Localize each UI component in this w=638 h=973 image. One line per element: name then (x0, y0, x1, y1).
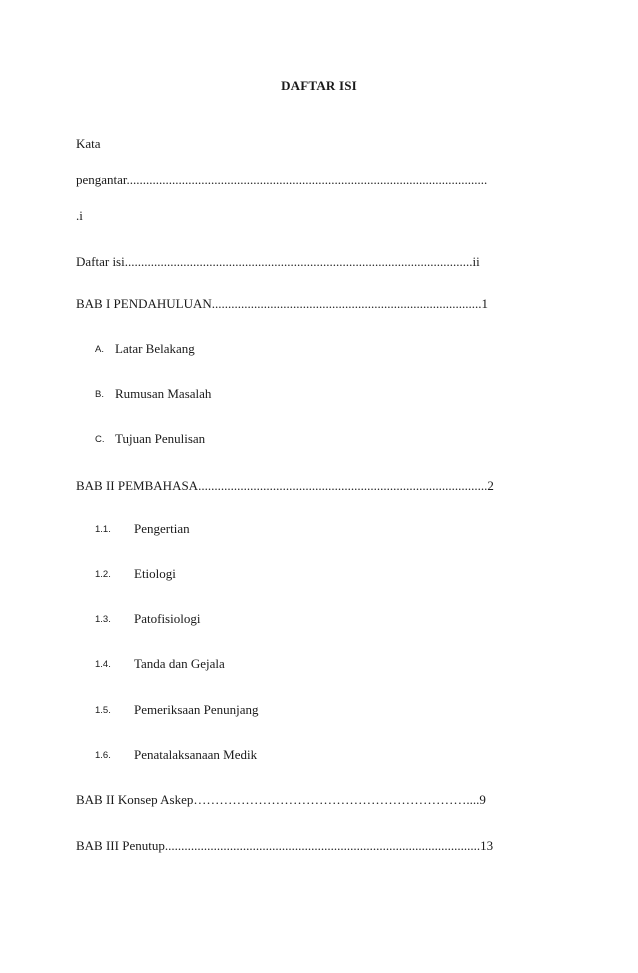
bab2-item-marker: 1.3. (95, 614, 111, 625)
bab1-item-marker: B. (95, 389, 104, 400)
bab2-item-label: Patofisiologi (134, 611, 201, 626)
bab1-item-marker: C. (95, 434, 105, 445)
toc-entry-bab1: BAB I PENDAHULUAN...................................................................................1 (76, 296, 489, 311)
bab2-item-label: Tanda dan Gejala (134, 656, 225, 671)
toc-entry-pengantar: pengantar............................................................................................................... (76, 172, 488, 187)
toc-entry-bab-konsep: BAB II Konsep Askep………………………………………………………....9 (76, 792, 486, 807)
bab2-item-marker: 1.2. (95, 569, 111, 580)
toc-entry-bab3: BAB III Penutup.................................................................................................13 (76, 838, 494, 853)
bab2-item-label: Penatalaksanaan Medik (134, 747, 258, 762)
bab2-item-label: Pengertian (134, 521, 190, 536)
bab2-item-marker: 1.5. (95, 705, 111, 716)
bab2-item-marker: 1.4. (95, 659, 111, 670)
toc-entry-bab2: BAB II PEMBAHASA.........................................................................................2 (76, 478, 494, 493)
bab2-item-label: Etiologi (134, 566, 176, 581)
toc-entry-daftar-isi: Daftar isi...........................................................................................................ii (76, 254, 480, 269)
page-title: DAFTAR ISI (281, 78, 357, 93)
toc-entry-pengantar-page: .i (76, 208, 83, 223)
toc-entry-kata: Kata (76, 136, 101, 151)
bab1-item-marker: A. (95, 344, 104, 355)
bab1-item-label: Tujuan Penulisan (115, 431, 206, 446)
bab1-item-label: Latar Belakang (115, 341, 195, 356)
bab1-item-label: Rumusan Masalah (115, 386, 212, 401)
bab2-item-label: Pemeriksaan Penunjang (134, 702, 259, 717)
bab2-item-marker: 1.1. (95, 524, 111, 535)
bab2-item-marker: 1.6. (95, 750, 111, 761)
